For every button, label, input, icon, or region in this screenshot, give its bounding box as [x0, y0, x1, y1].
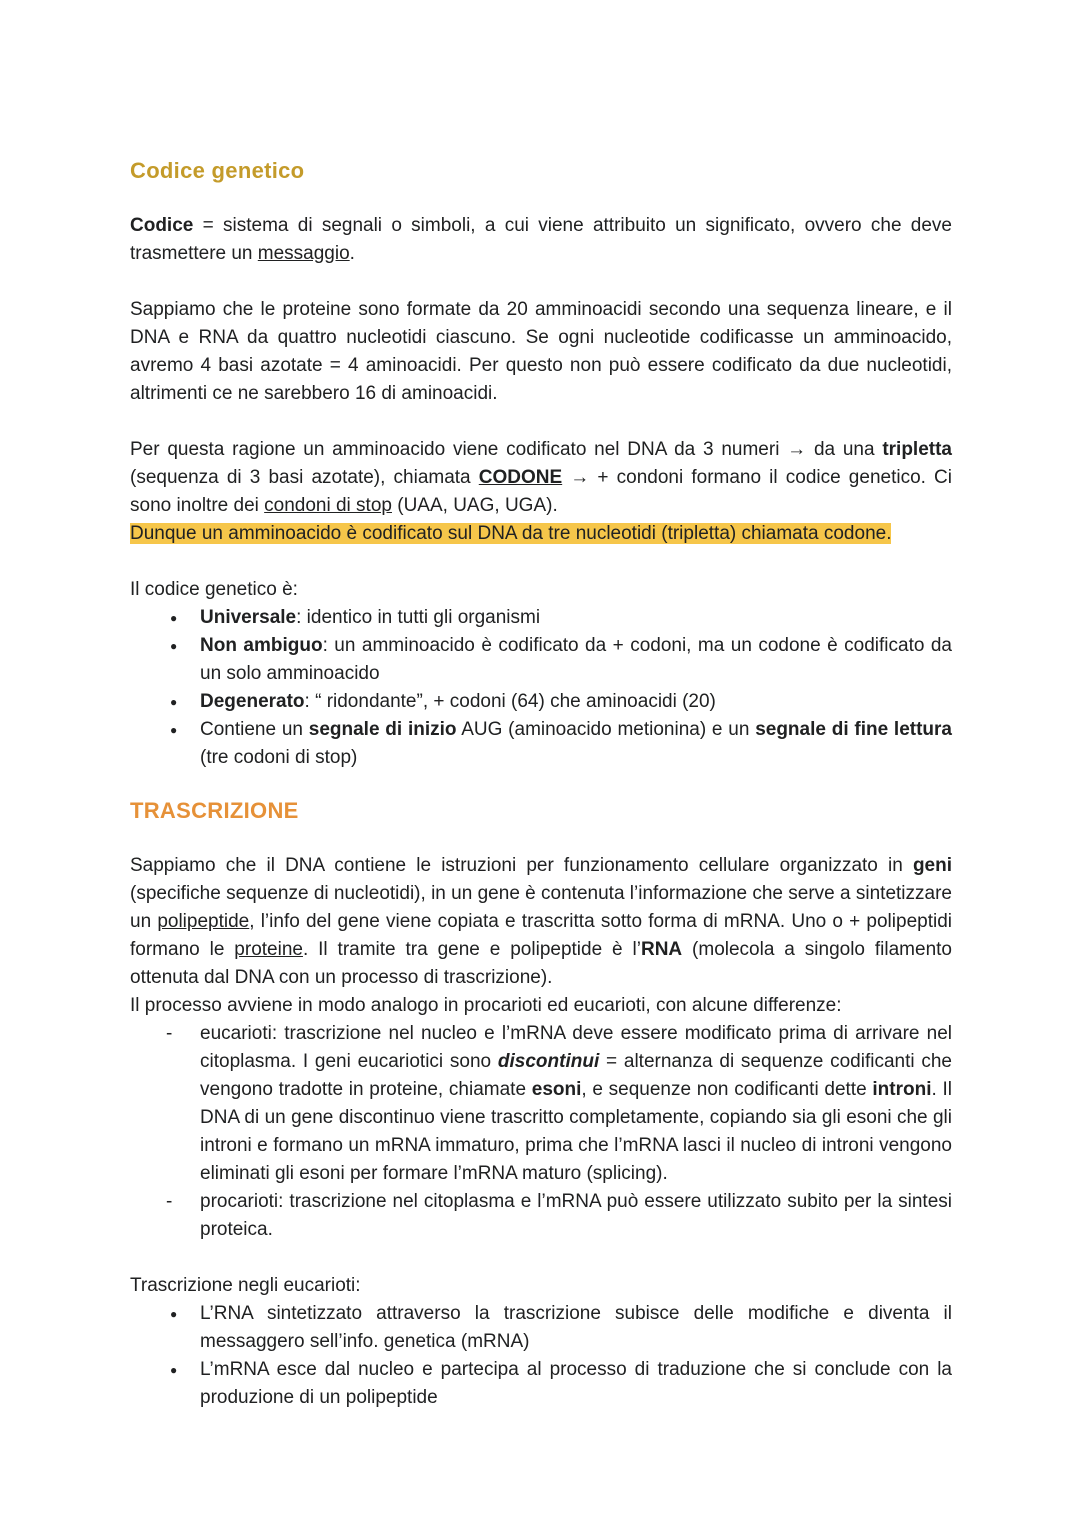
list-item [130, 604, 952, 632]
bold-term-segnale-di-inizio: segnale di inizio [308, 719, 457, 740]
text-run: (tre codoni di stop) [200, 747, 358, 768]
document-page [130, 160, 952, 1412]
text-run: eucarioti: trascrizione nel nucleo e l’mRNA deve essere modificato prima di arrivare nel citoplasma. I geni eucariotici sono [200, 1023, 952, 1072]
paragraph-tripletta-codone [130, 436, 952, 520]
highlighted-sentence [130, 520, 952, 548]
text-run: : “ ridondante”, + codoni (64) che aminoacidi (20) [304, 691, 716, 712]
text-run: AUG (aminoacido metionina) e un [456, 719, 756, 740]
dash-icon: - [166, 1023, 173, 1044]
bold-term-non-ambiguo: Non ambiguo [200, 635, 323, 656]
paragraph-processo-differenze: Il processo avviene in modo analogo in procarioti ed eucarioti, con alcune differenze: [130, 995, 842, 1016]
underlined-term-proteine: proteine [234, 939, 303, 960]
list-item [130, 1188, 952, 1244]
list-item [130, 1356, 952, 1412]
list-item-text [200, 632, 952, 688]
text-run: (UAA, UAG, UGA). [391, 495, 558, 516]
list-item-text [200, 604, 952, 632]
dash-icon: - [166, 1191, 173, 1212]
section-heading-codice-genetico: Codice genetico [130, 158, 305, 183]
underlined-term-polipeptide: polipeptide [157, 911, 250, 932]
text-run: . Il tramite tra gene e polipeptide è l’ [302, 939, 641, 960]
text-run: (specifiche sequenze di nucleotidi), in un gene è contenuta l’informazione che serve a sintetizzare un [130, 883, 952, 932]
bullet-icon: ● [170, 639, 178, 653]
bullet-list-codice-properties [130, 604, 952, 772]
section-heading-trascrizione: TRASCRIZIONE [130, 798, 299, 823]
text-run: : identico in tutti gli organismi [296, 607, 541, 628]
underlined-term-codoni-di-stop: condoni di stop [264, 495, 392, 516]
paragraph-codice-definition [130, 212, 952, 268]
paragraph-codice-genetico-intro: Il codice genetico è: [130, 579, 298, 600]
bullet-list-trascrizione-eucarioti [130, 1300, 952, 1412]
list-item [130, 1020, 952, 1188]
list-item-text [200, 1188, 952, 1244]
bullet-icon: ● [170, 695, 178, 709]
bold-term-segnale-di-fine-lettura: segnale di fine lettura [755, 719, 953, 740]
bold-term-degenerato: Degenerato [200, 691, 305, 712]
text-run: . Il DNA di un gene discontinuo viene trascritto completamente, copiando sia gli esoni che gli introni e formano un mRNA immaturo, prima che l’mRNA lasci il nucleo di introni vengono eliminati gli esoni per formare l’mRNA maturo (splicing). [200, 1079, 952, 1184]
text-run: Sappiamo che il DNA contiene le istruzioni per funzionamento cellulare organizzato in [130, 855, 913, 876]
bold-term-introni: introni [872, 1079, 932, 1100]
highlight-text: Dunque un amminoacido è codificato sul DNA da tre nucleotidi (tripletta) chiamata codone. [130, 523, 892, 544]
bold-term-tripletta: tripletta [882, 439, 952, 460]
text-run: (molecola a singolo filamento ottenuta dal DNA con un processo di trascrizione). [130, 939, 952, 988]
text-run: : un amminoacido è codificato da + codoni, ma un codone è codificato da un solo amminoacido [200, 635, 952, 684]
dash-list-procarioti-eucarioti [130, 1020, 952, 1244]
text-run: Contiene un [200, 719, 309, 740]
bold-underlined-term-codone: CODONE [478, 467, 563, 488]
bullet-icon: ● [170, 1363, 178, 1377]
paragraph-trascrizione-eucarioti-intro: Trascrizione negli eucarioti: [130, 1275, 361, 1296]
text-run: (sequenza di 3 basi azotate), chiamata [130, 467, 479, 488]
list-item-text [200, 1020, 952, 1188]
text-run: Per questa ragione un amminoacido viene codificato nel DNA da 3 numeri → da una [130, 439, 883, 460]
bold-term-universale: Universale [200, 607, 297, 628]
list-item-text: L’RNA sintetizzato attraverso la trascrizione subisce delle modifiche e diventa il messaggero sell’info. genetica (mRNA) [200, 1303, 952, 1352]
bold-term-geni: geni [912, 855, 952, 876]
list-item [130, 716, 952, 772]
text-run: , e sequenze non codificanti dette [581, 1079, 873, 1100]
paragraph-dna-geni [130, 852, 952, 992]
bullet-icon: ● [170, 723, 178, 737]
list-item-text [200, 716, 952, 772]
bold-term-esoni: esoni [531, 1079, 582, 1100]
list-item-text: L’mRNA esce dal nucleo e partecipa al processo di traduzione che si conclude con la produzione di un polipeptide [200, 1359, 952, 1408]
list-item-text [200, 688, 952, 716]
list-item [130, 632, 952, 688]
list-item [130, 1300, 952, 1356]
text-run: procarioti: trascrizione nel citoplasma e l’mRNA può essere utilizzato subito per la sintesi proteica. [200, 1191, 952, 1240]
bold-term-codice: Codice [130, 215, 194, 236]
bullet-icon: ● [170, 1307, 178, 1321]
text-run: . [349, 243, 355, 264]
text-run: → + condoni formano il codice genetico. Ci sono inoltre dei [130, 467, 952, 516]
text-run: = sistema di segnali o simboli, a cui viene attribuito un significato, ovvero che deve trasmettere un [130, 215, 952, 264]
text-run: = alternanza di sequenze codificanti che vengono tradotte in proteine, chiamate [200, 1051, 953, 1100]
bullet-icon: ● [170, 611, 178, 625]
text-run: , l’info del gene viene copiata e trascritta sotto forma di mRNA. Uno o + polipeptidi formano le [130, 911, 952, 960]
list-item [130, 688, 952, 716]
underlined-term-messaggio: messaggio [257, 243, 350, 264]
paragraph-proteine-amminoacidi: Sappiamo che le proteine sono formate da 20 amminoacidi secondo una sequenza lineare, e il DNA e RNA da quattro nucleotidi ciascuno. Se ogni nucleotide codificasse un amminoacido, avremo 4 basi azotate = 4 aminoacidi. Per questo non può essere codificato da due nucleotidi, altrimenti ce ne sarebbero 16 di aminoacidi. [130, 299, 952, 404]
bold-term-rna: RNA [640, 939, 683, 960]
bold-italic-term-discontinui: discontinui [497, 1051, 600, 1072]
